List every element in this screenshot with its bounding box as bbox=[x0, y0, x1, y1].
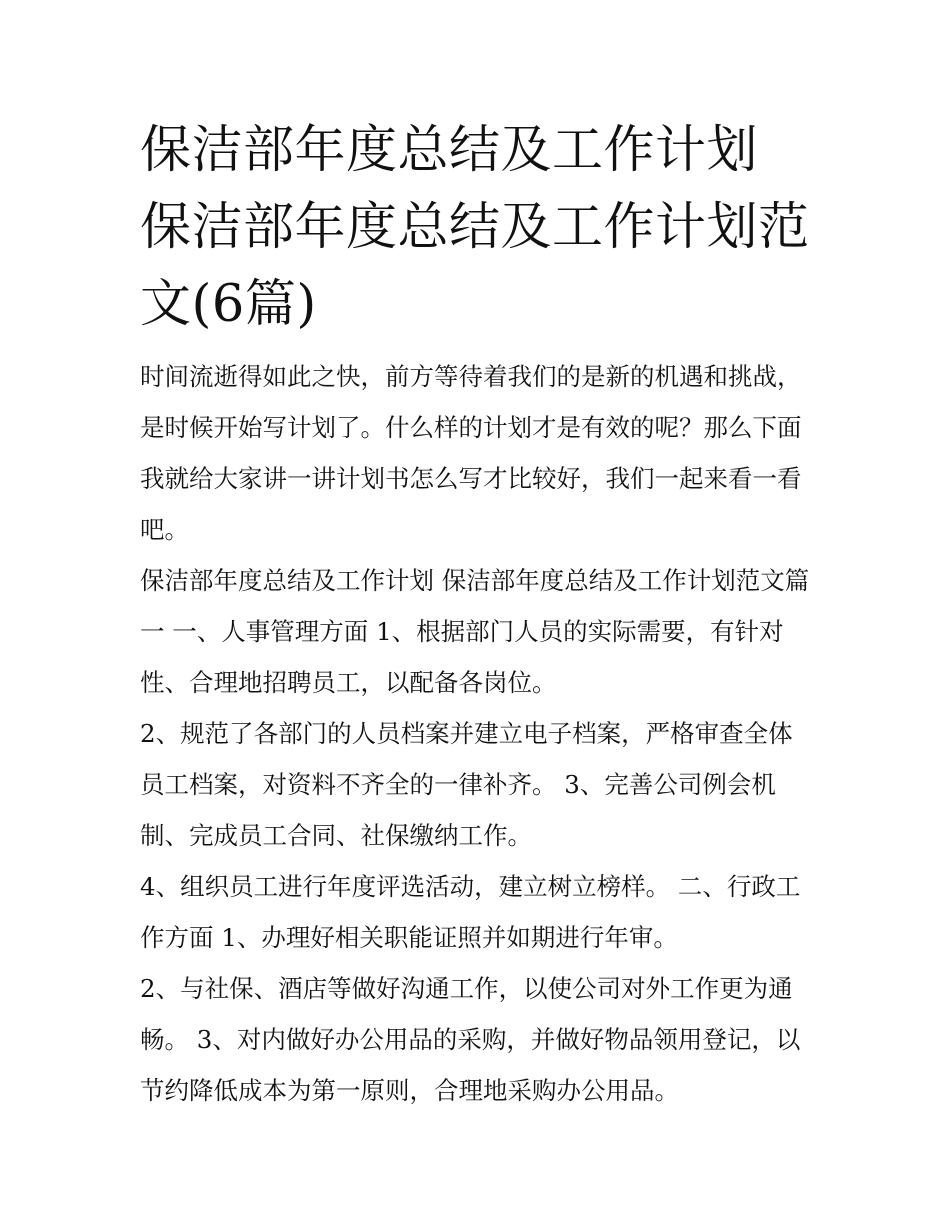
purchasing-paragraph: 2、与社保、酒店等做好沟通工作，以使公司对外工作更为通畅。 3、对内做好办公用品的采购，并做好物品领用登记，以节约降低成本为第一原则，合理地采购办公用品。 bbox=[140, 974, 801, 1105]
intro-paragraph: 时间流逝得如此之快，前方等待着我们的是新的机遇和挑战，是时候开始写计划了。什么样的计划才是有效的呢？那么下面我就给大家讲一讲计划书怎么写才比较好，我们一起来看一看吧。 bbox=[140, 362, 802, 544]
administration-paragraph: 4、组织员工进行年度评选活动，建立树立榜样。 二、行政工作方面 1、办理好相关职能证照并如期进行年审。 bbox=[140, 872, 801, 952]
document-body bbox=[140, 112, 812, 1116]
archive-paragraph: 2、规范了各部门的人员档案并建立电子档案，严格审查全体员工档案，对资料不齐全的一律补齐。 3、完善公司例会机制、完成员工合同、社保缴纳工作。 bbox=[140, 719, 793, 850]
document-title: 保洁部年度总结及工作计划 保洁部年度总结及工作计划范文(6篇) bbox=[140, 121, 810, 334]
section-one-paragraph: 保洁部年度总结及工作计划 保洁部年度总结及工作计划范文篇一 一、人事管理方面 1、根据部门人员的实际需要，有针对性、合理地招聘员工，以配备各岗位。 bbox=[140, 566, 810, 697]
